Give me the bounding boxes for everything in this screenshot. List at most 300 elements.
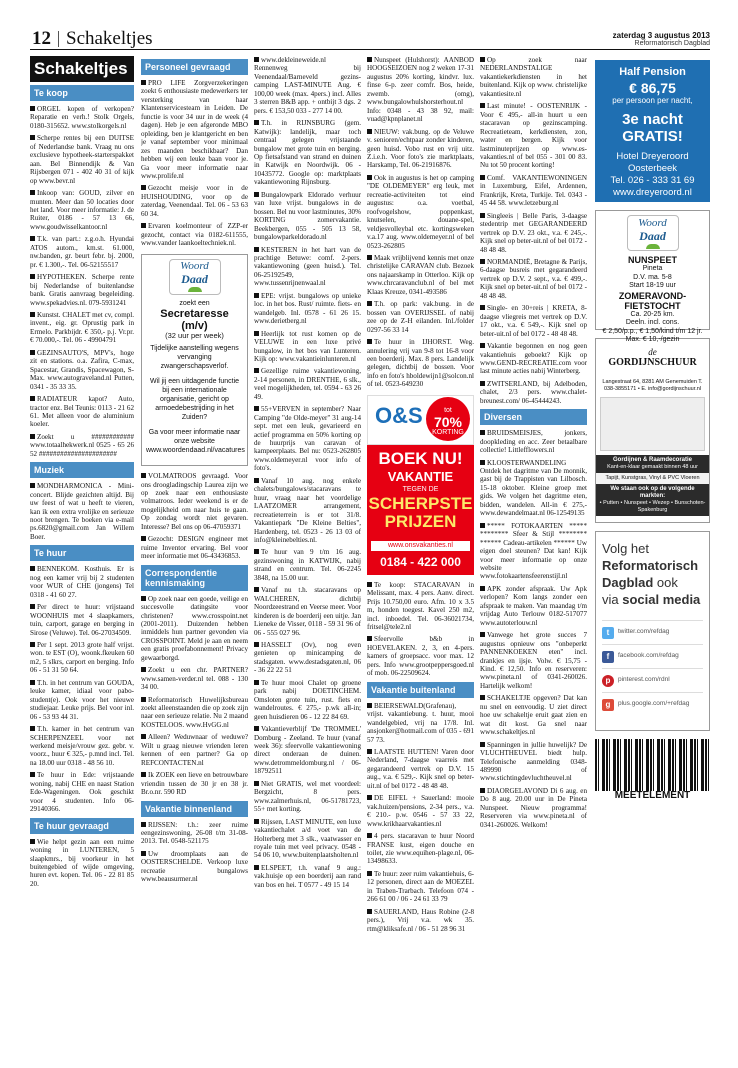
fietstocht-ad [595,210,710,343]
classified-ad [367,338,474,389]
classified-ad-text: NIEUW: vak.bung. op de Veluwe v. senioren/echtpaar zonder kinderen, geen huisd. Vobo rust en vrij uitz. Z.i.e.h. Voor foto's zie marktplaats, Harskamp, Tel. 06-21916876. [367,127,474,170]
ads-te-huur [30,565,134,813]
classified-ad [30,311,134,345]
classified-ad-text: Vakantie begonnen en nog geen vakantiehuis geboekt? Kijk op www.GEND-RECREATIE.com voor last minute acties nabij Winterberg. [480,342,587,376]
ads-vakantie-buitenland [367,702,474,933]
social-h4: ook [656,575,678,590]
bullet-square-icon [141,667,146,672]
classified-ad [480,258,587,300]
classified-ad-text: Maak vrijblijvend kennis met onze christelijke CARAVAN club. Bezoek ons najaarskamp in Otterloo. Kijk op www.chrcaravanclub.nl of bel met Klaas Kreuze, 0341-493586 [367,253,474,296]
bullet-square-icon [367,339,372,344]
hotel-phone: Tel. 026 - 333 31 69 [610,175,695,187]
classified-ad [480,342,587,376]
column-6 [595,56,710,1021]
classified-ad [141,222,248,247]
classified-ad-text: Vanaf nu t.h. stacaravans op WALCHEREN, dichtbij Noordzeestrand en Veerse meer. Voor kinderen is de boerderij een uitje. Jan Lieneke de Visser, 0118 - 59 31 96 of 06 - 555 027 96. [254,586,361,637]
bullet-square-icon [254,680,259,685]
classified-ad [480,585,587,627]
bullet-square-icon [254,406,259,411]
classified-ad-text: Scherpe rentes bij een DUITSE of Nederlandse bank. Vraag nu ons exclusieve hypotheek-starterspakket aan. Bel Binnendijk & Van Rijsbergen 071 - 402 40 31 of kijk op www.bevr.nl [30,134,134,185]
social-twitter[interactable] [602,620,703,644]
page-number: 12 [32,28,51,49]
classified-ad [480,787,587,829]
bullet-square-icon [254,726,259,731]
bullet-square-icon [480,259,485,264]
issue-date: zaterdag 3 augustus 2013 [612,31,710,40]
classified-ad-text: MONDHARMONICA - Mini-concert. Blijde gezichten altijd. Bij uw feest of wat u heeft te vieren, kan ik een extra vrolijke en serieuze noot brengen. Te boeken via e-mail ps.6820@gmail.com Jan Willem Boer. [30,482,134,541]
classified-ad-text: T.h. in het centrum van GOUDA, leuke kamer, idiaal voor pabo-student(e). Ook voor het nieuwe studiejaar. Leuke prijs. Bel voor inl. 06 - 53 93 44 31. [30,678,134,721]
vacancy-role: Secretaresse (m/v) [160,307,229,332]
gordijnschuur-logo-top: de [648,347,657,357]
pinterest-link[interactable]: pinterest.com/rdnl [618,676,670,684]
classified-ad-text: T.h. in RIJNSBURG (gem. Katwijk): landelijk, maar toch centraal gelegen vrijstaande bungalow met grote tuin en berging. Op fietsafstand van strand en duinen in Katwijk en Noordwijk. 06 - 10435772. Google op: marktplaats vakantiewoning Rijnsburg. [254,119,361,187]
bullet-square-icon [480,213,485,218]
classified-ad-text: Per 1 sept. 2013 grote half vrijst. won. te EST (O), woonk.fkeuken 60 m2, 5 slkrs, carport en berging. Info 06 - 51 31 50 64. [30,641,134,675]
twitter-icon: t [602,627,614,639]
classified-ad [30,771,134,813]
section-title: Schakeltjes [66,28,153,49]
classified-ad [141,696,248,730]
gordijnschuur-service-2: Kant-en-klaar gemaakt binnen 48 uur [607,464,698,470]
bullet-square-icon [254,781,259,786]
classified-ad-text: KESTEREN in het hart van de prachtige Betuwe: comf. 2-pers. vakantiewoning (geen huisd.). Tel. 06-25192549, www.tussenrijnenwaal.nl [254,245,361,288]
classified-ad [141,666,248,691]
color-bar-icon [595,739,710,791]
bullet-square-icon [30,642,35,647]
classified-ad-text: Gezocht: DESIGN engineer met ruime Inventor ervaring. Bel voor meer informatie met 06-43436853. [141,535,248,561]
heading-vakantie-buitenland: Vakantie buitenland [367,682,474,698]
classified-ad [141,821,248,846]
classified-ad-text: ***** FOTOKAARTEN ***** ******** Sfeer & Stijl ******** ****** Cadeau-artikelen ****** Uw eigen doel steunen? Dat kan! Kijk voor meer informatie op onze website www.fotokaartensfeerenstijl.nl [480,521,587,581]
bullet-square-icon [254,120,259,125]
ads-vakantie-binnenland-3 [367,56,474,389]
bullet-square-icon [30,350,35,355]
bullet-square-icon [30,839,35,844]
classified-ad-text: RIJSSEN: t.h.: zeer ruime eengezinswoning, 26-08 t/m 31-08-2013. Tel. 0548-521175 [141,820,248,846]
masthead [30,28,710,50]
hotel-place: Oosterbeek [627,163,678,175]
bullet-square-icon [254,192,259,197]
classified-ad [141,79,248,180]
fietstocht-fee: Deeln. incl. cons. [625,319,680,326]
classified-ad-text: VOLMATROOS gevraagd. Voor ons droogladingschip Laurea zijn we op zoek naar een enthousiaste volmatroos. Ieder weekend is er de mogelijkheid om naar huis te gaan. Op zondag wordt niet gevaren. Interesse? Bel ons op 06-47059371 [141,472,248,531]
gordijnschuur-markets-title: We staan ook op de volgende markten: [610,486,695,499]
bullet-square-icon [480,632,485,637]
bullet-square-icon [30,236,35,241]
classified-ad-text: Inkoop van: GOUD, zilver en munten. Meer dan 50 locaties door het land. Voor meer informatie: J. de Ruiter, 0186 - 57 13 66, www.goudwisselkantoor.nl [30,189,134,231]
classified-ad-text: Single- en 30+reis | KRETA, 8-daagse vliegreis met vertrek op D.V. 17 okt., v.a. € 549,-. Kijk snel op beter-uit.nl of bel 0172 - 48 48 48. [480,304,587,338]
classified-ad-text: Reformatorisch Huwelijksbureau zoekt alleenstaanden die op zoek zijn naar een serieuze relatie. Nu 2 maand KOSTELOOS. www.HvGG.nl [141,695,248,729]
classified-ad-text: BRUIDSMEISJES, jonkers, doopkleding en acc. Zeer betaalbare collectie! Littlefflowers.nl [480,429,587,455]
bullet-square-icon [367,795,372,800]
classified-ad [367,56,474,124]
fietstocht-date: D.V. ma. 5-8 [633,273,672,281]
classified-ad-text: BENNEKOM. Kosthuis. Er is nog een kamer vrij bij 2 studenten voor WUR of CHE (jongens) Tel 0318 - 41 60 27. [30,565,134,599]
classified-ad-text: Nunspeet (Hulshorst): AANBOD HOOGSEIZOEN nog 2 weken 17-31 augustus 20% korting, kindvr. lux. finse 6-p. zeer comfr. Bos, heide, zwemb. (omg), www.bungalowhulshorsterhout.nl Info: 0348 - 43 38 92, mail: vuad@kpnplanet.nl [367,56,474,124]
bullet-square-icon [480,305,485,310]
logo2-word-bottom: Daad [639,228,666,243]
social-h5: via [602,592,619,607]
classified-ad-text: 4 pers. stacaravan te huur Noord FRANSE kust, eigen douche en toilet, zie www.equihen-plage.nl, 06-13498633. [367,832,474,866]
bullet-square-icon [254,549,259,554]
classified-ad-text: Sfeervolle b&b in HOEVELAKEN. 2, 3, en 4-pers. kamers of groepsacc. voor max. 12 pers. Info www.grootpeppersgoed.nl of mob. 06-22509624. [367,635,474,678]
classified-ad [254,679,361,721]
gordijnschuur-logo-text: GORDIJNSCHUUR [608,357,697,368]
classified-ad [141,472,248,531]
bullet-square-icon [30,772,35,777]
bullet-square-icon [367,175,372,180]
oss-logo: O&S [375,402,423,428]
meetelement-label: MEETELEMENT [614,790,691,801]
classified-ad-text: SAUERLAND, Haus Robine (2-8 pers.), Vrij v.a. wk 35. rtm@kliksafe.nl / 06 - 51 28 96 31 [367,907,474,933]
column-4 [367,56,474,1021]
bullet-square-icon [30,106,35,111]
classified-ad [30,189,134,231]
bullet-square-icon [30,312,35,317]
classified-ad-text: GEZINSAUTO'S, MPV's, hoge zit en stations. o.a. Zafira, C-max, Spacestar, Grandis, Spacewagon, S-Max. www.autograveland.nl Putten, 0341 - 35 33 35. [30,348,134,391]
third-night: 3e nacht [622,111,683,129]
classified-ad [141,535,248,560]
classified-ad [254,780,361,814]
classified-ad [254,56,361,115]
gordijnschuur-ad [595,338,710,523]
classified-ad [254,292,361,326]
classified-ad [367,832,474,866]
classified-ad [480,212,587,254]
gratis: GRATIS! [622,128,683,146]
classified-ad-text: DE EIFEL + Sauerland: mooie vak.huizen/pensions, 2-34 pers., v.a. € 210.- p.w. 0546 - 57 33 22, www.krikhaarvakanties.nl [367,794,474,828]
bullet-square-icon [141,851,146,856]
classified-ad [480,631,587,690]
ads-vakantie-binnenland-2 [254,56,361,889]
classified-ad-text: APK zonder afspraak. Uw Apk verlopen? Kom langs zonder een afspraak te maken. Van maandag t/m vrijdag Auto Terlouw 0182-517077 www.autoterlouw.nl [480,584,587,627]
classified-ad-text: Per direct te huur: vrijstaand WOONHUIS met 4 slaapkamers, tuin, carport, garage en berging in Sirose (Veluwe). Tel. 06-27034509. [30,603,134,637]
classified-ad-text: Wie helpt gezin aan een ruime woning in LUNTEREN, 5 slaapkmrs., bij voorkeur in het buitengebied of wijde omgeving, huren evt. kopen. Tel. 06 - 22 81 85 20. [30,837,134,888]
classified-ad [141,184,248,218]
fietstocht-location: Pineta [642,265,663,272]
bullet-square-icon [480,460,485,465]
classified-ad-text: Niet GRATIS, wel met voordeel: Bergzicht, 8 pers. www.zalmerhuis.nl, 06-51781723, 55+ met korting. [254,779,361,814]
fietstocht-title: ZOMERAVOND-FIETSTOCHT [618,290,687,311]
oss-prijzen: PRIJZEN [384,511,457,531]
classified-ad [254,548,361,582]
paper-name: Reformatorisch Dagblad [634,40,710,47]
ons-vakanties-ad [367,395,474,575]
oss-scherpste-prijzen [367,495,474,531]
bullet-square-icon [254,247,259,252]
classified-ad [254,864,361,889]
classified-ad-text: www.dekleineweide.nl Rennenweg bij Veenendaal/Barneveld gezins-camping LAST-MINUTE Aug. € 100,00 week (max. 4pers.) incl. Alles 3 sterren B&B app. + ontbijt 3 dgs. 2 pers. € 153,50 033 - 277 14 00. [254,56,361,115]
classified-ad [30,273,134,307]
classified-ad [367,581,474,632]
ads-te-huur-gevraagd [30,838,134,889]
half-pension-per: per persoon per nacht, [612,96,693,105]
classified-ad-text: RADIATEUR kapot? Auto, tractor enz. Bel Teunis: 0113 - 21 62 61. Met alleen voor de aluminium koeler. [30,395,134,429]
social-h2: Reformatorisch [602,558,699,573]
bullet-square-icon [30,190,35,195]
classified-ad-text: BEIERSEWALD(Grafenau), vrijst. vakantiebung. t. huur, mooi wandelgebied, vrij na 17/8. Inl. ansjonker@hotmail.com of 035 - 691 57 73. [367,701,474,744]
classified-ad [30,641,134,675]
classified-ad [254,367,361,401]
classified-ad [30,134,134,185]
social-h3: Dagblad [602,575,654,590]
classified-ad [30,349,134,391]
fietstocht-distance: Ca. 20-25 km. [630,310,675,318]
ads-vakantie-binnenland [141,821,248,884]
gordijnschuur-services [596,455,709,473]
classified-ad [480,429,587,454]
classified-ad [30,838,134,889]
woord-en-daad-logo-2 [627,215,679,251]
classified-ad-text: Ervaren koelmonteur of ZZP-er gezocht, contact via 0182-611555, www.vander laankoeltechniek.nl. [141,222,248,248]
oss-website: www.onsvakanties.nl [371,541,470,551]
heading-te-huur-gevraagd: Te huur gevraagd [30,818,134,834]
google-plus-link[interactable]: plus.google.com/+refdag [618,700,690,708]
woord-en-daad-logo [169,259,221,295]
classified-ad-text: Singleeis | Belle Paris, 3-daagse stedentrip met GEGARANDEERD vertrek op D.V. 23 okt., v.a. € 245,-. Kijk snel op beter-uit.nl of bel 0172 - 48 48 48. [480,211,587,254]
vacancy-hours: (32 uur per week) [165,330,224,340]
classified-ad-text: Te huur in IJHORST. Weg. annulering vrij van 9-8 tot 16-8 voor een boerderij. Max. 8 pers. Landelijk gelegen, dichtbij de bossen. Voor info en foto's hboldewijn1@solcon.nl of tel. 0523-649230 [367,338,474,389]
bullet-square-icon [254,865,259,870]
pinterest-icon: p [602,675,614,687]
vacancy-text-2: Wil jij een uitdagende functie bij een internationale organisatie, gericht op armoedebestrijding in het Zuiden? [149,378,240,422]
classified-ad [30,433,134,458]
classified-ad [367,254,474,296]
classified-ad-text: Alleen? Weduwnaar of weduwe? Wilt u graag nieuwe vrienden leren kennen of een partner? Ga op REFCONTACTEN.nl [141,733,248,767]
classified-ad [480,459,587,518]
classified-ad-text: Vanaf 10 aug. nog enkele chalets/bungalows/stacaravans te huur, vraag naar het voordelige LAATZOMER arrangement, recreatieterrein is er tot 31/8. Vakantiepark "De Kleine Belties", Hardenberg, tel. 0523 - 26 13 03 of info@kleinebelties.nl. [254,476,361,545]
ads-te-koop [30,105,134,458]
classified-ad [367,174,474,250]
classified-ad-text: Comf. VAKANTIEWONINGEN in Luxemburg, Eifel, Ardennen, Frankrijk, Kreta, Turkije. Tel. 0343 - 45 44 58. www.letzeburg.nl [480,173,587,208]
bullet-square-icon [141,596,146,601]
classified-ad [480,304,587,338]
classified-ad [141,850,248,884]
vacancy-intro: zoekt een [179,299,210,307]
classified-ad [254,405,361,473]
classified-ad-text: SCHAKELTJE opgeven? Dat kan nu snel en eenvoudig. U ziet direct hoe uw schakeltje eruit gaat zien en wat dit kost. Ga snel naar www.schakeltjes.nl [480,694,587,737]
oss-vakantie: VAKANTIE [387,468,454,484]
heading-te-koop: Te koop [30,85,134,101]
heading-vakantie-binnenland: Vakantie binnenland [141,801,248,817]
heading-correspondentie: Correspondentie kennismaking [141,565,248,591]
bullet-square-icon [367,909,372,914]
classified-ad [480,522,587,581]
classified-ad [141,595,248,663]
classified-ad [254,641,361,675]
bullet-square-icon [254,368,259,373]
fietstocht-place: NUNSPEET [627,255,677,265]
bullet-square-icon [480,57,485,62]
classified-ad-text: ELSPEET, t.h. vanaf 9 aug.: vak.huisje op een boerderij aan rand van bos en hei. T 0577 - 49 15 14 [254,863,361,889]
discount-bottom: KORTING [432,428,464,436]
bullet-square-icon [141,734,146,739]
classified-ad-text: ORGEL kopen of verkopen? Reparatie en verh.! Stolk Orgels, 0180-315652. www.stolkorgels.nl [30,105,134,130]
bullet-square-icon [30,135,35,140]
classified-ad-text: Vakantieverblijf 'De TROMMEL' Domburg - Zeeland. Te huur (vanaf week 36): sfeervolle vakantiewoning direct onderaan de duinen. www.detrommeldomburg.nl / 06-18792511 [254,725,361,776]
ads-personeel-2 [141,472,248,561]
logo-word-top: Woord [180,260,209,273]
bullet-square-icon [141,822,146,827]
google-plus-icon: g [602,699,614,711]
bullet-square-icon [367,871,372,876]
classified-ad-text: ZWITSERLAND, bij Adelboden, chalet, 2/3 pers. www.chalet-breunest.com/ 06-45444243. [480,379,587,405]
heading-muziek: Muziek [30,462,134,478]
leaf-icon [188,287,202,292]
oss-tegen-de: TEGEN DE [402,485,439,493]
bullet-square-icon [30,726,35,731]
ads-personeel [141,79,248,248]
classified-ad [141,771,248,796]
bullet-square-icon [367,57,372,62]
oss-phone: 0184 - 422 000 [380,554,461,569]
classified-ad [367,794,474,828]
bullet-square-icon [367,749,372,754]
classified-ad-text: Op zoek naar NEDERLANDSTALIGE vakantiekerkdiensten in het buitenland. Kijk op www. christelijke vakantiesite.nl [480,56,587,98]
hotel-name: Hotel Dreyeroord [616,151,689,163]
social-pinterest[interactable] [602,668,703,692]
bullet-square-icon [30,680,35,685]
classified-ad [30,603,134,637]
classified-ad-text: Zoekt u een chr. PARTNER? www.samen-verder.nl tel. 088 - 130 34 00. [141,666,248,692]
bullet-square-icon [141,223,146,228]
classified-ad [367,870,474,904]
classified-ad-text: 55+VERVEN in september? Naar Camping "de Olde-meyer" 31 aug-14 sept. met een leuk, gevarieerd en actief programma en 50% korting op de huurprijs van caravan of kampeerplaats. Bel nu: 0523-262805 www.oldemeyer.nl voor info of foto's. [254,405,361,473]
meetelement [595,739,710,801]
classified-ad-text: T.h. kamer in het centrum van SCHERPENZEEL voor net werkend meisje/vrouw gez. gebr. v. voorz., huur € 325,- p.mnd incl. Tel. na 18.00 uur 0318 - 48 56 10. [30,725,134,767]
bullet-square-icon [480,742,485,747]
classified-ad-text: Gezocht meisje voor in de HUISHOUDING, voor op de zaterdag, Veenendaal. Tel. 06 - 53 63 60 34. [141,184,248,218]
logo-word-bottom: Daad [181,272,208,287]
classified-ad-text: Gezellige ruime vakantiewoning, 2-14 personen, in DRENTHE, 6 slk., veel mogelijkheden, tel. 0594 - 63 26 49. [254,367,361,401]
classified-ad-text: Rijssen, LAST MINUTE, een luxe vakantiechalet a/d voet van de Holterberg met 3 slk., vaatwasser en royale tuin met veel privacy. 0548 - 54 06 10, www.buitenplaatsholten.nl [254,817,361,860]
schakeltjes-heading: Schakeltjes [30,56,134,82]
gordijnschuur-address: Langestraat 64, 8281 AM Genemuiden T. 038-3855171 • E. info@gordijnschuur.nl [602,379,703,392]
hotel-website: www.dreyeroord.nl [613,187,692,199]
classified-ad-text: Heerlijk tot rust komen op de VELUWE in een luxe privé bungalow, in het bos van Lunteren. Kijk op: www.vakantieinlunteren.nl [254,329,361,363]
discount-badge [426,397,470,441]
bullet-square-icon [480,523,485,528]
social-facebook[interactable] [602,644,703,668]
gordijnschuur-markets [596,484,709,516]
bullet-square-icon [480,343,485,348]
classified-ad-text: LAATSTE HUTTEN! Varen door Nederland, 7-daagse vaarreis met gegarandeerd vertrek op D.V. 15 aug., v.a. € 529,-. Kijk snel op beter-uit.nl of bel 0172 - 48 48 48. [367,748,474,790]
bullet-square-icon [30,566,35,571]
classified-ad [254,818,361,860]
bullet-square-icon [480,381,485,386]
half-pension-price: € 86,75 [629,80,676,96]
bullet-square-icon [141,185,146,190]
classified-ad-text: Kunstst. CHALET met cv, compl. invent., eig. gr. Oprustig park in Ermelo. Parkbijdr. € 350,- p.j. Vr.pr. € 70.000,-. Tel. 06 - 49904791 [30,310,134,345]
third-night-free [597,111,708,145]
logo2-word-top: Woord [638,216,667,229]
classified-ad [141,733,248,767]
bullet-square-icon [30,274,35,279]
bullet-square-icon [480,695,485,700]
social-heading [602,540,703,608]
bullet-square-icon [141,473,146,478]
classified-ad-text: NORMANDIË, Bretagne & Parijs, 6-daagse busreis met gegarandeerd vertrek op D.V. 2 sept., v.a. € 499,-. Kijk snel op beter-uit.nl of bel 0172 - 48 48 48. [480,257,587,300]
classified-ad [30,395,134,429]
bullet-square-icon [480,103,485,108]
bullet-square-icon [254,587,259,592]
ads-vakantie-binnenland-4 [367,581,474,678]
social-media-box [595,531,710,731]
classified-ad-text: Te huur: zeer ruim vakantiehuis, 6-12 personen, direct aan de MOEZEL in Traben-Trarbach. Telefoon 074 - 266 61 00 / 06 - 24 61 33 79 [367,869,474,904]
twitter-link[interactable]: twitter.com/refdag [618,628,670,636]
gordijnschuur-service-1: Gordijnen & Raamdecoratie [612,457,693,463]
classified-ad [30,105,134,130]
bullet-square-icon [367,301,372,306]
classified-ad-text: Te huur in Ede: vrijstaande woning, nabij CHE en naast Station Ede-Wageningen. Ook geschikt voor 4 studenten. Info 06-29140366. [30,771,134,814]
gordijnschuur-markets-list: • Putten • Nunspeet • Wezep • Bunschoten-Spakenburg [599,500,706,513]
classified-ad [480,174,587,208]
classified-ad [254,191,361,242]
gordijnschuur-logo [596,339,709,379]
classified-ad [30,235,134,269]
hotel-info [597,151,708,199]
classified-ad-text: Op zoek naar een goede, veilige en succesvolle datingsite voor christenen? www.crosspoint.net (2001-2011). Duizenden hebben inmiddels hun partner gevonden via CROSSPOINT. Meld je aan en neem een gratis proefabonnement! Privacy gewaarborgd. [141,594,248,662]
classified-ad [30,482,134,541]
social-h6: social media [622,592,701,607]
classified-ad-text: T.h. op park: vak.bung. in de bossen van OVERIJSSEL of nabij zee op de Z-H eilanden. Inl./folder 0297-56 33 14 [367,300,474,334]
classified-ad-text: Last minute! - OOSTENRIJK - Voor € 495,- all-in huurt u een stacaravan op gezinscamping. Recreatieteam, kerkdiensten, zon, water en bergen. Kijk voor lastminuteprijzen op www.es-vakanties.nl of bel 055 - 301 00 83. Nu tot 50 procent korting! [480,102,587,170]
classified-ad [480,694,587,736]
bullet-square-icon [30,396,35,401]
bullet-square-icon [141,772,146,777]
heading-personeel-gevraagd: Personeel gevraagd [141,59,248,75]
social-googleplus[interactable] [602,692,703,716]
column-2 [141,56,248,1021]
classified-ad [30,565,134,599]
classified-ad-text: Te huur mooi Chalet op groene park nabij DOETINCHEM. Omsloten grote tuin, rust. fiets en wandelroutes. € 275,- p.wk all-in; geen huisdieren 06 - 12 22 84 69. [254,678,361,721]
bullet-square-icon [367,636,372,641]
classified-ad [367,908,474,933]
fietstocht-start: Start 18-19 uur [629,282,676,289]
masthead-separator [58,31,59,47]
classified-ad-text: PRO LIFE Zorgverzekeringen zoekt 6 enthousiaste medewerkers ter versterking van haar Klantenservicesteam in Leiden. De functie is voor 34 uur in de week (4 dagen). Heb je een afgeronde MBO opleiding, ben je klantgericht en ben je vanaf september voor minimaal zes maanden beschikbaar? Dan hebben wij een leuke baan voor je. Ga voor meer informatie naar www.prolife.nl [141,79,248,180]
column-3 [254,56,361,1021]
classified-ad-text: Spanningen in jullie huwelijk? De VLUCHTHEUVEL biedt hulp. Telefonische aanmelding 0348-489990 of www.stichtingdevluchtheuvel.nl [480,740,587,783]
classified-ad-text: KLOOSTERWANDELING Ontdek het dagritme van De monnik, gast bij de Trappisten van Lilbosch. 15-18 oktober. Kleine groep met gids. We volgen het dagritme eten, bidden, wandelen. All-in € 275,- www.dewandelmaat.nl 06-12549135 [480,458,587,518]
bullet-square-icon [254,331,259,336]
bullet-square-icon [141,697,146,702]
bullet-square-icon [480,175,485,180]
bullet-square-icon [254,819,259,824]
bullet-square-icon [254,293,259,298]
classified-ad [254,246,361,288]
facebook-link[interactable]: facebook.com/refdag [618,652,679,660]
classified-ad [367,128,474,170]
bullet-square-icon [367,582,372,587]
classified-ad [480,102,587,170]
bullet-square-icon [480,430,485,435]
bullet-square-icon [141,536,146,541]
column-5 [480,56,587,1021]
classified-ad [254,725,361,776]
bullet-square-icon [141,80,146,85]
classified-ad-text: Bungalowpark Eldorado verhuur van luxe vrijst. bungalows in de bossen. Bel nu voor lastminutes, 30% KORTING zomervakantie. Beekbergen, 055 - 505 13 58, bungalowparkeldorado.nl [254,190,361,242]
leaf-icon [646,244,660,249]
bullet-square-icon [30,434,35,439]
oss-scherpste: SCHERPSTE [368,493,473,513]
classified-ad-text: Te koop: STACARAVAN in Melissant, max. 4 pers. Aanv. direct. Prijs 10.750,00 euro. Afm. 10 x 3.5 m, honden toegest. Kavel 250 m2, incl. inboedel. Tel. 06-36021734, fritsel@tele2.nl [367,580,474,632]
classified-ad [480,56,587,98]
heading-te-huur: Te huur [30,545,134,561]
discount-top: tot [444,406,452,414]
woord-en-daad-vacancy-ad [141,254,248,466]
ads-correspondentie [141,595,248,797]
